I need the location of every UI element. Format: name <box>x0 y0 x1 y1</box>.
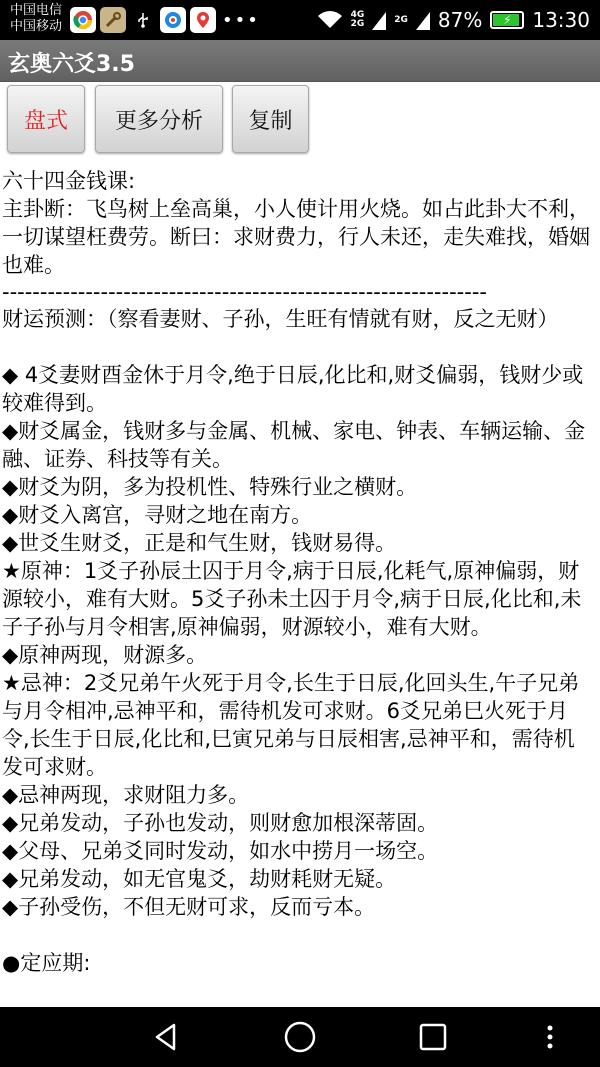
copy-button[interactable]: 复制 <box>232 85 309 153</box>
carrier-info <box>10 3 62 35</box>
navigation-bar <box>0 1007 600 1067</box>
battery-percent: 87% <box>437 8 483 32</box>
back-icon <box>152 1022 182 1052</box>
maps-app-icon <box>190 7 216 33</box>
system-status <box>317 0 590 40</box>
blank-line <box>2 333 594 361</box>
browser-app-icon <box>160 7 186 33</box>
analysis-item: ★原神：1爻子孙辰土囚于月令,病于日辰,化耗气,原神偏弱，财源较小，难有大财。5爻子孙未土囚于月令,病于日辰,化比和,未子子孙与月令相害,原神偏弱，财源较小，难有大财。 <box>2 559 582 639</box>
more-analysis-button[interactable]: 更多分析 <box>95 85 223 153</box>
section-title: 六十四金钱课: <box>2 169 136 193</box>
timing-section-heading: ●定应期: <box>2 951 91 975</box>
net-2g-sub-label: 2G <box>350 19 365 29</box>
back-button[interactable] <box>127 1007 207 1067</box>
app-title: 玄奥六爻3.5 <box>8 52 135 77</box>
net-2g-label: 2G <box>394 14 408 25</box>
menu-button[interactable] <box>510 1007 590 1067</box>
analysis-item: ◆忌神两现，求财阻力多。 <box>2 783 250 807</box>
analysis-item: ◆财爻入离宫，寻财之地在南方。 <box>2 503 313 527</box>
blank-line <box>2 921 594 949</box>
signal-icon-2 <box>416 10 430 30</box>
chrome-icon <box>70 7 96 33</box>
notification-icons <box>70 7 216 33</box>
menu-icon <box>546 1024 554 1050</box>
analysis-item: ◆财爻属金，钱财多与金属、机械、家电、钟表、车辆运输、金融、证券、科技等有关。 <box>2 419 586 471</box>
analysis-item: ★忌神：2爻兄弟午火死于月令,长生于日辰,化回头生,午子兄弟与月令相冲,忌神平和，需待机发可求财。6爻兄弟巳火死于月令,长生于日辰,化比和,巳寅兄弟与日辰相害,忌神平和，需待机发可求财。 <box>2 671 580 779</box>
tools-app-icon <box>100 7 126 33</box>
clock: 13:30 <box>532 8 590 32</box>
recents-button[interactable] <box>393 1007 473 1067</box>
carrier-2: 中国移动 <box>10 19 63 34</box>
action-bar <box>0 40 600 82</box>
battery-icon <box>490 11 524 29</box>
wifi-icon <box>317 10 343 30</box>
analysis-text-area[interactable] <box>0 167 600 1007</box>
network-type-2g <box>394 16 408 25</box>
analysis-item: ◆财爻为阴，多为投机性、特殊行业之横财。 <box>2 475 418 499</box>
home-icon <box>284 1021 316 1053</box>
carrier-1: 中国电信 <box>10 3 63 18</box>
charging-icon: ⚡ <box>503 13 512 27</box>
analysis-item: ◆父母、兄弟爻同时发动，如水中捞月一场空。 <box>2 839 439 863</box>
wealth-forecast-heading: 财运预测：（察看妻财、子孙，生旺有情就有财，反之无财） <box>2 307 559 331</box>
net-4g-label: 4G <box>350 10 365 20</box>
button-row <box>0 82 600 157</box>
analysis-item: ◆世爻生财爻，正是和气生财，钱财易得。 <box>2 531 397 555</box>
network-type-4g <box>351 11 365 29</box>
home-button[interactable] <box>260 1007 340 1067</box>
usb-icon <box>130 7 156 33</box>
analysis-item: ◆ 4爻妻财酉金休于月令,绝于日辰,化比和,财爻偏弱，钱财少或较难得到。 <box>2 363 584 415</box>
analysis-item: ◆原神两现，财源多。 <box>2 643 208 667</box>
analysis-item: ◆兄弟发动，如无官鬼爻，劫财耗财无疑。 <box>2 867 397 891</box>
status-bar <box>0 0 600 40</box>
main-hexagram-text: 主卦断：飞鸟树上垒高巢，小人使计用火烧。如占此卦大不利，一切谋望枉费劳。断曰：求财费力，行人未还，走失难找，婚姻也难。 <box>2 197 590 277</box>
chart-layout-button[interactable]: 盘式 <box>7 85 85 153</box>
more-notifications: ••• <box>222 10 260 31</box>
analysis-item: ◆子孙受伤，不但无财可求，反而亏本。 <box>2 895 376 919</box>
signal-icon-1 <box>372 10 386 30</box>
recents-icon <box>419 1023 447 1051</box>
analysis-item: ◆兄弟发动，子孙也发动，则财愈加根深蒂固。 <box>2 811 439 835</box>
divider-line: ---------------------------------------------------------------- <box>2 280 487 304</box>
